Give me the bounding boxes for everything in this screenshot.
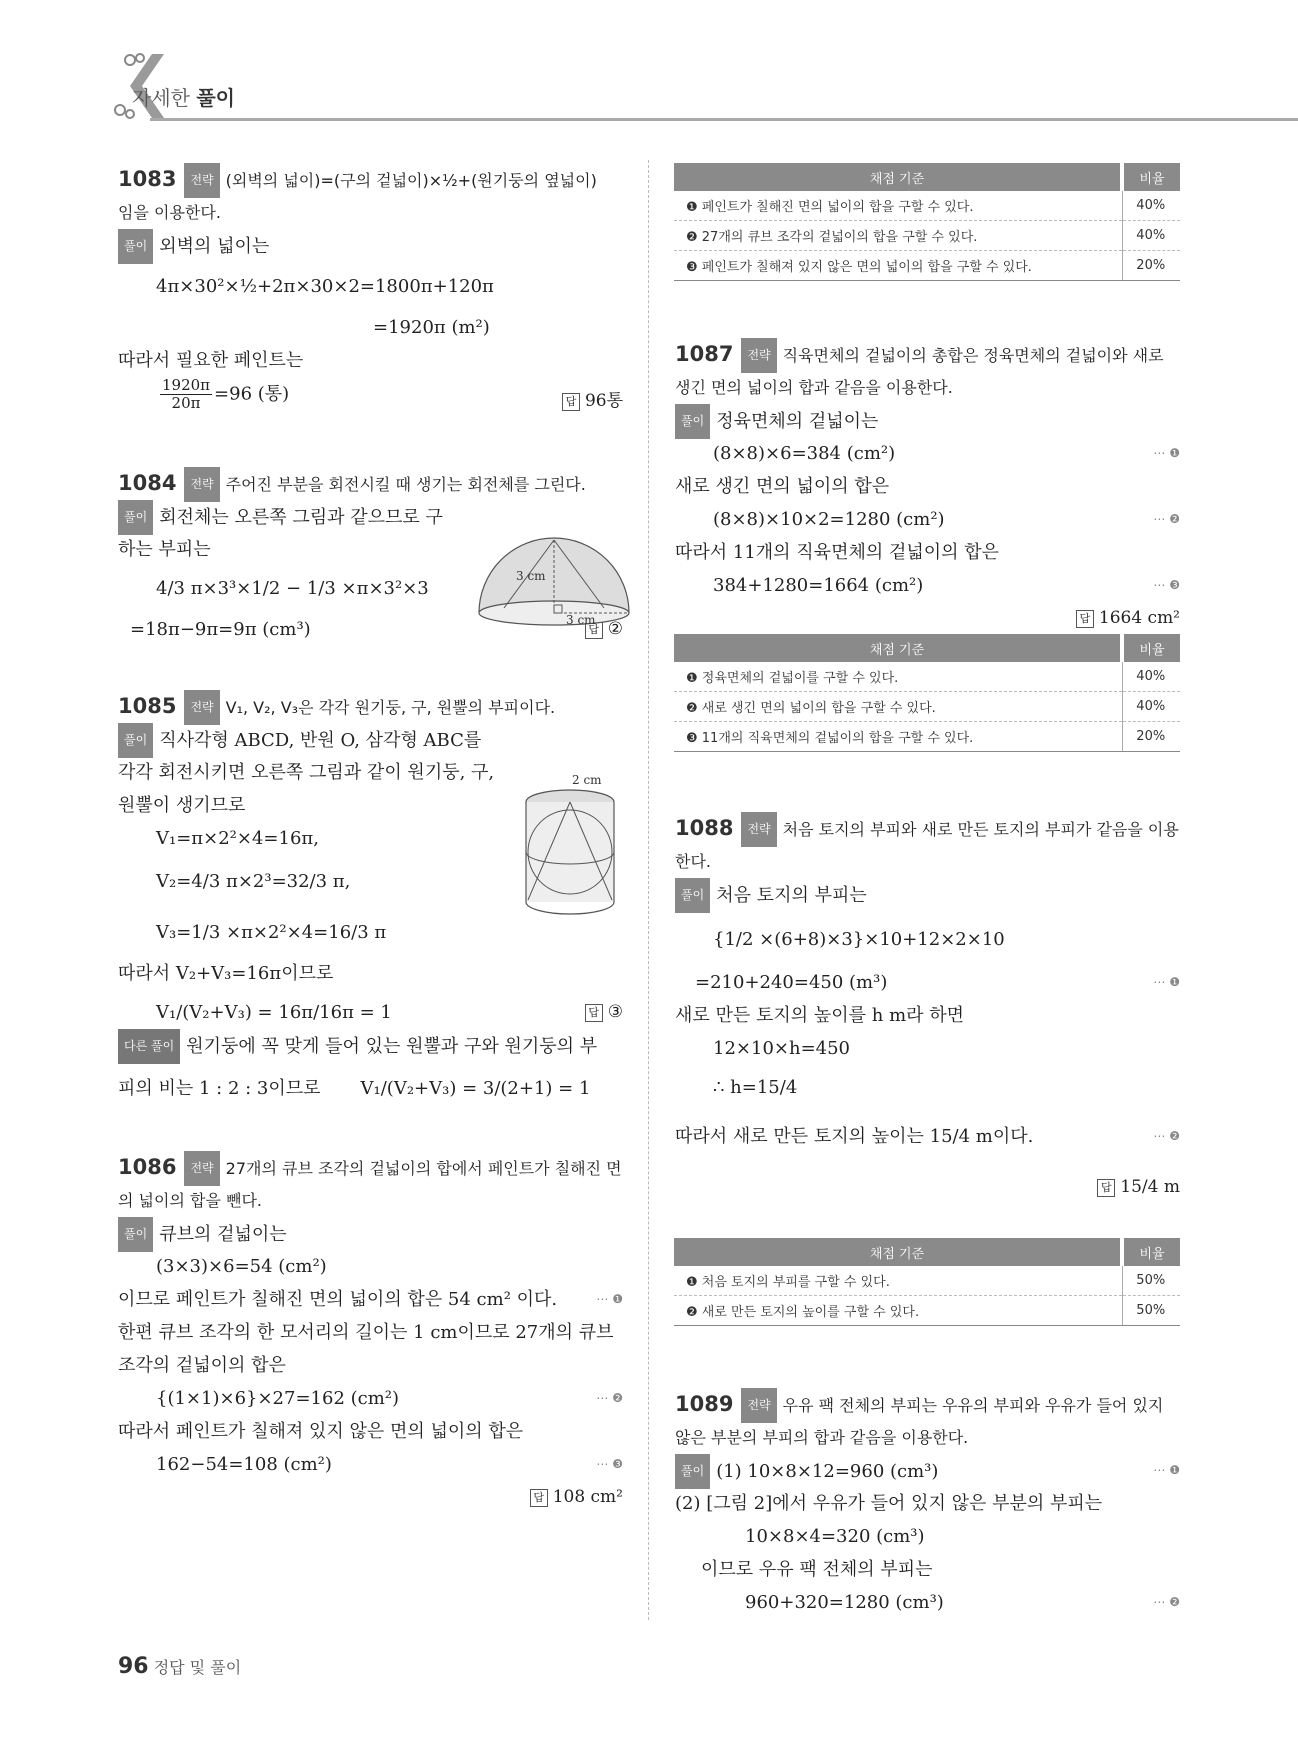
ratio-header: 비율 xyxy=(1122,163,1180,191)
table-row: ❷ 새로 생긴 면의 넓이의 합을 구할 수 있다. 40% xyxy=(674,692,1180,722)
solution-line: 회전체는 오른쪽 그림과 같으므로 구 xyxy=(159,507,443,528)
scoring-table-1088 xyxy=(674,1238,1180,1326)
step-marker: ⋯ ❷ xyxy=(596,1391,623,1405)
solution-line: 따라서 페인트가 칠해져 있지 않은 면의 넓이의 합은 xyxy=(118,1421,524,1442)
answer: 답 15/4 m xyxy=(1097,1171,1180,1204)
solution-line: =210+240=450 (m³) ⋯ ❶ xyxy=(675,966,1180,999)
strategy-text-cont: 한다. xyxy=(675,852,711,871)
problem-number: 1084 xyxy=(118,471,177,495)
solution-line: 새로 생긴 면의 넓이의 합은 xyxy=(675,476,890,497)
solution-line: 직사각형 ABCD, 반원 O, 삼각형 ABC를 xyxy=(159,730,482,751)
solution-line: 이므로 페인트가 칠해진 면의 넓이의 합은 54 cm² 이다. ⋯ ❶ xyxy=(118,1283,623,1316)
solution-line: {1/2 ×(6+8)×3}×10+12×2×10 xyxy=(713,929,1005,950)
step-marker: ⋯ ❸ xyxy=(596,1457,623,1471)
table-row: ❷ 새로 만든 토지의 높이를 구할 수 있다. 50% xyxy=(674,1296,1180,1326)
problem-1085-header xyxy=(118,690,623,723)
answer-icon: 답 xyxy=(1097,1179,1115,1197)
solution-line: 각각 회전시키면 오른쪽 그림과 같이 원기둥, 구, xyxy=(118,762,495,783)
solution-tag: 풀이 xyxy=(675,1454,710,1489)
solution-tag: 풀이 xyxy=(675,404,710,439)
ratio-header: 비율 xyxy=(1122,634,1180,662)
strategy-text-cont: 않은 부분의 부피의 합과 같음을 이용한다. xyxy=(675,1428,969,1447)
solution-tag: 풀이 xyxy=(675,878,710,913)
solution-line: 따라서 V₂+V₃=16π이므로 xyxy=(118,963,334,984)
answer-icon: 답 xyxy=(1076,610,1094,628)
step-marker: ⋯ ❷ xyxy=(1153,1129,1180,1143)
problem-number: 1089 xyxy=(675,1392,734,1416)
solution-line: 한편 큐브 조각의 한 모서리의 길이는 1 cm이므로 27개의 큐브 xyxy=(118,1322,614,1343)
answer: 답 ② xyxy=(585,613,623,646)
solution-line: 새로 만든 토지의 높이를 h m라 하면 xyxy=(675,1005,965,1026)
strategy-text-cont: 임을 이용한다. xyxy=(118,203,221,222)
solution-line: 원뿔이 생기므로 xyxy=(118,795,246,816)
solution-line: 이므로 우유 팩 전체의 부피는 xyxy=(701,1559,933,1580)
solution-line: {(1×1)×6}×27=162 (cm²) ⋯ ❷ xyxy=(118,1382,623,1415)
solution-line: V₁=π×2²×4=16π, xyxy=(156,828,319,849)
strategy-tag: 전략 xyxy=(741,1388,776,1423)
solution-tag: 풀이 xyxy=(118,500,153,535)
cylinder-figure xyxy=(520,772,630,922)
step-marker: ⋯ ❶ xyxy=(1153,1463,1180,1477)
problem-1088-header xyxy=(675,812,1180,845)
answer: 답 1664 cm² xyxy=(1076,602,1180,635)
scoring-table-1086 xyxy=(674,163,1180,281)
strategy-text: 처음 토지의 부피와 새로 만든 토지의 부피가 같음을 이용 xyxy=(782,820,1179,839)
solution-line: 조각의 겉넓이의 합은 xyxy=(118,1355,286,1376)
alt-solution-line: 피의 비는 1 : 2 : 3이므로 V₁/(V₂+V₃) = 3/(2+1) = 1 xyxy=(118,1078,591,1099)
page-number: 96 xyxy=(118,1654,149,1679)
table-row: ❶ 처음 토지의 부피를 구할 수 있다. 50% xyxy=(674,1266,1180,1296)
right-column-2 xyxy=(675,812,1180,1204)
strategy-text: 우유 팩 전체의 부피는 우유의 부피와 우유가 들어 있지 xyxy=(782,1396,1164,1415)
strategy-tag: 전략 xyxy=(184,467,219,502)
solution-line: 12×10×h=450 xyxy=(713,1038,851,1059)
strategy-text-cont: 생긴 면의 넓이의 합과 같음을 이용한다. xyxy=(675,378,953,397)
strategy-text: 27개의 큐브 조각의 겉넓이의 합에서 페인트가 칠해진 면 xyxy=(225,1159,622,1178)
problem-number: 1083 xyxy=(118,167,177,191)
page-footer xyxy=(118,1654,241,1679)
strategy-text: 직육면체의 겉넓이의 총합은 정육면체의 겉넓이와 새로 xyxy=(782,346,1164,365)
step-marker: ⋯ ❷ xyxy=(1153,1595,1180,1609)
solution-fraction-line: $\frac{1920\pi}{20\pi}$ =96 (통) 답 96통 xyxy=(118,377,623,423)
answer-line xyxy=(675,602,1180,635)
solution-line: 하는 부피는 xyxy=(118,539,211,560)
solution-line: 따라서 필요한 페인트는 xyxy=(118,350,304,371)
problem-1083-header xyxy=(118,163,623,196)
answer-icon: 답 xyxy=(530,1489,548,1507)
right-column xyxy=(675,338,1180,635)
problem-1084-header xyxy=(118,467,623,500)
problem-1089-header xyxy=(675,1388,1180,1421)
table-row: ❶ 정육면체의 겉넓이를 구할 수 있다. 40% xyxy=(674,662,1180,692)
footer-label: 정답 및 풀이 xyxy=(153,1658,242,1677)
solution-tag: 풀이 xyxy=(118,723,153,758)
strategy-tag: 전략 xyxy=(741,338,776,373)
solution-line: =1920π (m²) xyxy=(373,317,490,338)
ratio-header: 비율 xyxy=(1122,1238,1180,1266)
solution-line: (2) [그림 2]에서 우유가 들어 있지 않은 부분의 부피는 xyxy=(675,1493,1103,1514)
solution-answer-line: V₁/(V₂+V₃) = 16π/16π = 1 답 ③ xyxy=(118,996,623,1029)
strategy-tag: 전략 xyxy=(184,1151,219,1186)
svg-text:3 cm: 3 cm xyxy=(516,569,546,583)
answer-line xyxy=(675,1171,1180,1204)
table-row: ❸ 11개의 직육면체의 겉넓이의 합을 구할 수 있다. 20% xyxy=(674,722,1180,752)
table-row: ❶ 페인트가 칠해진 면의 넓이의 합을 구할 수 있다. 40% xyxy=(674,191,1180,221)
solution-line: 처음 토지의 부피는 xyxy=(716,885,867,906)
solution-line: ∴ h=15/4 xyxy=(713,1077,798,1098)
strategy-text: V₁, V₂, V₃은 각각 원기둥, 구, 원뿔의 부피이다. xyxy=(225,698,556,717)
strategy-text: 주어진 부분을 회전시킬 때 생기는 회전체를 그린다. xyxy=(225,475,586,494)
strategy-tag: 전략 xyxy=(741,812,776,847)
header-title: 풀이 xyxy=(196,86,235,110)
strategy-tag: 전략 xyxy=(184,690,219,725)
problem-number: 1088 xyxy=(675,816,734,840)
strategy-tag: 전략 xyxy=(184,163,219,198)
solution-line: 162−54=108 (cm²) ⋯ ❸ xyxy=(118,1448,623,1481)
solution-line: 큐브의 겉넓이는 xyxy=(159,1224,287,1245)
header-rule xyxy=(150,118,1298,121)
answer-icon: 답 xyxy=(585,621,603,639)
solution-line: 4π×30²×½+2π×30×2=1800π+120π xyxy=(156,276,494,297)
step-marker: ⋯ ❶ xyxy=(1153,446,1180,460)
solution-line: 따라서 11개의 직육면체의 겉넓이의 합은 xyxy=(675,542,999,563)
alt-solution-tag: 다른 풀이 xyxy=(118,1029,180,1064)
solution-line: V₃=1/3 ×π×2²×4=16/3 π xyxy=(156,922,387,943)
solution-line: 따라서 새로 만든 토지의 높이는 15/4 m이다. ⋯ ❷ xyxy=(675,1120,1180,1153)
solution-tag: 풀이 xyxy=(118,229,153,264)
solution-line: 384+1280=1664 (cm²) ⋯ ❸ xyxy=(675,569,1180,602)
page-header-title xyxy=(132,82,235,111)
problem-number: 1085 xyxy=(118,694,177,718)
answer-icon: 답 xyxy=(562,393,580,411)
solution-tag: 풀이 xyxy=(118,1217,153,1252)
step-marker: ⋯ ❶ xyxy=(1153,975,1180,989)
step-marker: ⋯ ❷ xyxy=(1153,512,1180,526)
right-column-3 xyxy=(675,1388,1180,1619)
problem-number: 1086 xyxy=(118,1155,177,1179)
solution-line: (8×8)×6=384 (cm²) ⋯ ❶ xyxy=(675,437,1180,470)
solution-line: (8×8)×10×2=1280 (cm²) ⋯ ❷ xyxy=(675,503,1180,536)
solution-line: 정육면체의 겉넓이는 xyxy=(716,411,879,432)
problem-1087-header xyxy=(675,338,1180,371)
step-marker: ⋯ ❶ xyxy=(596,1292,623,1306)
score-header: 채점 기준 xyxy=(674,163,1122,191)
step-marker: ⋯ ❸ xyxy=(1153,578,1180,592)
table-row: ❷ 27개의 큐브 조각의 겉넓이의 합을 구할 수 있다. 40% xyxy=(674,221,1180,251)
score-header: 채점 기준 xyxy=(674,1238,1122,1266)
solution-line: 풀이 (1) 10×8×12=960 (cm³) ⋯ ❶ xyxy=(675,1454,1180,1487)
fraction: $\frac{1920\pi}{20\pi}$ xyxy=(162,376,211,412)
score-header: 채점 기준 xyxy=(674,634,1122,662)
solution-line: 960+320=1280 (cm³) ⋯ ❷ xyxy=(675,1586,1180,1619)
solution-line: 10×8×4=320 (cm³) xyxy=(745,1526,925,1547)
answer-line xyxy=(118,1481,623,1514)
problem-number: 1087 xyxy=(675,342,734,366)
answer: 답 ③ xyxy=(585,996,623,1029)
answer-icon: 답 xyxy=(585,1004,603,1022)
alt-solution-line: 다른 풀이 원기둥에 꼭 맞게 들어 있는 원뿔과 구와 원기둥의 부 xyxy=(118,1029,623,1062)
problem-1086-header xyxy=(118,1151,623,1184)
header-prefix: 자세한 xyxy=(132,86,190,110)
table-row: ❸ 페인트가 칠해져 있지 않은 면의 넓이의 합을 구할 수 있다. 20% xyxy=(674,251,1180,281)
svg-text:2 cm: 2 cm xyxy=(572,773,602,787)
solution-line: V₂=4/3 π×2³=32/3 π, xyxy=(156,871,351,892)
solution-answer-line: =18π−9π=9π (cm³) 답 ② xyxy=(118,613,623,646)
solution-line: 외벽의 넓이는 xyxy=(159,236,270,257)
answer: 답 108 cm² xyxy=(530,1481,623,1514)
scoring-table-1087 xyxy=(674,634,1180,752)
strategy-text-cont: 의 넓이의 합을 뺀다. xyxy=(118,1191,262,1210)
column-divider xyxy=(648,160,649,1620)
svg-text:3 cm: 3 cm xyxy=(566,613,596,627)
strategy-text: (외벽의 넓이)=(구의 겉넓이)×½+(원기둥의 옆넓이) xyxy=(225,171,597,190)
solution-line: (3×3)×6=54 (cm²) xyxy=(156,1256,327,1277)
answer: 답 96통 xyxy=(562,385,623,418)
solution-line: 4/3 π×3³×1/2 − 1/3 ×π×3²×3 xyxy=(156,578,429,599)
hemisphere-figure xyxy=(474,528,634,628)
